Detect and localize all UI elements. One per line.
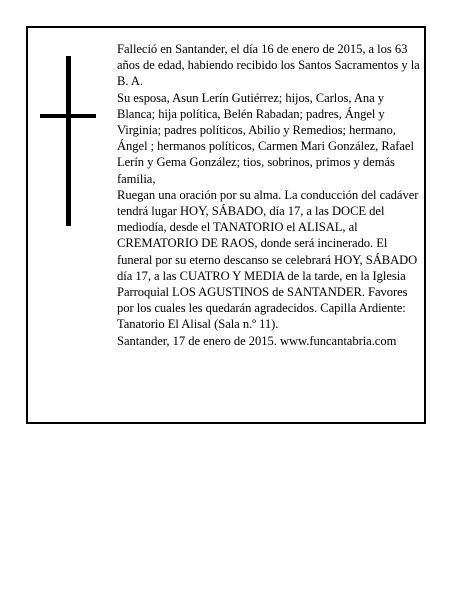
cross-horizontal-bar [40, 114, 96, 118]
cross-vertical-bar [66, 56, 71, 226]
date-and-website: Santander, 17 de enero de 2015. www.funcantabria.com [117, 333, 397, 348]
funeral-details: Ruegan una oración por su alma. La conducción del cadáver tendrá lugar HOY, SÁBADO, día 17, a las DOCE del mediodía, desde el TANATORIO el ALISAL, al CREMATORIO DE RAOS, donde será incinerado. El funeral por su eterno descanso se celebrará HOY, SÁBADO día 17, a las CUATRO Y MEDIA de la tarde, en la Iglesia Parroquial LOS AGUSTINOS de SANTANDER. Favores por los cuales les quedarán agradecidos. Capilla Ardiente: Tanatorio El Alisal (Sala n.º 11). [117, 187, 419, 332]
obituary-text [117, 41, 425, 349]
death-announcement: Falleció en Santander, el día 16 de enero de 2015, a los 63 años de edad, habiendo recibido los Santos Sacramentos y la B. A. [117, 42, 420, 89]
obituary-notice [26, 26, 426, 424]
cross-icon [40, 56, 96, 226]
family-list: Su esposa, Asun Lerín Gutiérrez; hijos, Carlos, Ana y Blanca; hija política, Belén Rabadan; padres, Ángel y Virginia; padres políticos, Abilio y Remedios; hermano, Ángel ; hermanos políticos, Carmen Mari González, Rafael Lerín y Gema González; tios, sobrinos, primos y demás familia, [117, 90, 414, 186]
